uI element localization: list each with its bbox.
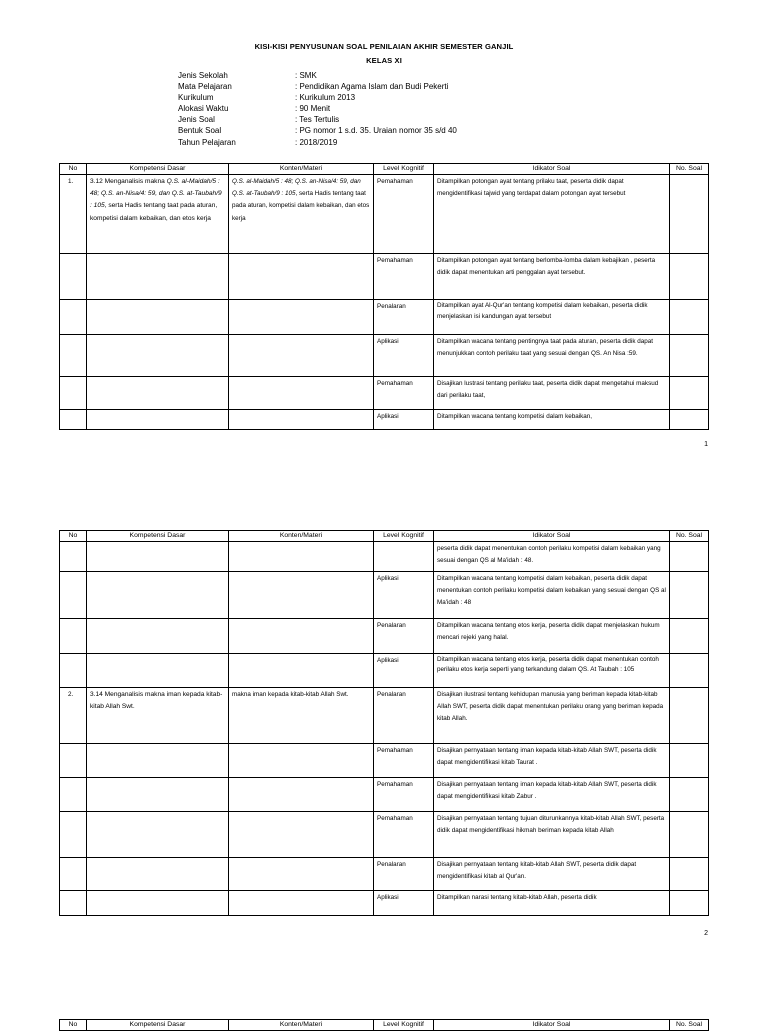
cell-indikator-soal: peserta didik dapat menentukan contoh perilaku kompetisi dalam kebaikan yang sesuai dengan QS al Ma'idah : 48.: [434, 542, 670, 572]
table-row: [60, 254, 709, 300]
cell-level-kognitif: Aplikasi: [374, 335, 434, 377]
cell-no: [60, 254, 87, 300]
cell-no: [60, 778, 87, 812]
cell-no: [60, 542, 87, 572]
cell-indikator-soal: Disajikan pernyataan tentang tujuan diturunkannya kitab-kitab Allah SWT, peserta didik dapat mengidentifikasi hikmah beriman kepada kitab Allah: [434, 812, 670, 858]
cell-no-soal: [670, 175, 709, 254]
page-1: [0, 0, 768, 470]
cell-no: [60, 335, 87, 377]
cell-konten-materi: [229, 335, 374, 377]
cell-no-soal: [670, 335, 709, 377]
cell-no: [60, 572, 87, 619]
cell-level-kognitif: Penalaran: [374, 688, 434, 744]
cell-level-kognitif: Aplikasi: [374, 410, 434, 430]
table-row: [60, 410, 709, 430]
cell-no-soal: [670, 744, 709, 778]
table-row: [60, 377, 709, 410]
cell-kompetensi-dasar: [87, 812, 229, 858]
cell-konten-materi: [229, 812, 374, 858]
cell-konten-materi: [229, 654, 374, 688]
table-row: [60, 335, 709, 377]
cell-kompetensi-dasar: [87, 542, 229, 572]
meta-label: Bentuk Soal: [178, 126, 222, 136]
cell-no: [60, 812, 87, 858]
cell-no-soal: [670, 688, 709, 744]
cell-no-soal: [670, 300, 709, 335]
cell-no-soal: [670, 572, 709, 619]
meta-value: : Tes Tertulis: [295, 115, 340, 125]
cell-no-soal: [670, 542, 709, 572]
page-number: 1: [704, 441, 708, 448]
cell-kompetensi-dasar: [87, 335, 229, 377]
document-title: KISI-KISI PENYUSUNAN SOAL PENILAIAN AKHIR SEMESTER GANJIL: [254, 42, 514, 51]
cell-kompetensi-dasar: [87, 619, 229, 654]
cell-konten-materi: [229, 175, 374, 254]
cell-indikator-soal: Disajikan ilustrasi tentang kehidupan manusia yang beriman kepada kitab-kitab Allah SWT, peserta didik dapat menentukan perilaku orang yang beriman kepada kitab Allah.: [434, 688, 670, 744]
cell-level-kognitif: Penalaran: [374, 858, 434, 891]
header-no: No: [60, 1020, 87, 1031]
table-row: [60, 619, 709, 654]
meta-row-bentuk-soal: [178, 125, 457, 136]
meta-label: Tahun Pelajaran: [178, 137, 236, 147]
cell-kompetensi-dasar: [87, 377, 229, 410]
kisi-kisi-table-page-3: [59, 1019, 709, 1031]
cell-kompetensi-dasar: [87, 744, 229, 778]
cell-indikator-soal: Ditampilkan wacana tentang etos kerja, peserta didik dapat menjelaskan hukum mencari rejeki yang halal.: [434, 619, 670, 654]
cell-no-soal: [670, 654, 709, 688]
cell-kompetensi-dasar: [87, 410, 229, 430]
meta-row-mata-pelajaran: [178, 81, 457, 92]
cell-no-soal: [670, 812, 709, 858]
cell-kompetensi-dasar: [87, 300, 229, 335]
meta-value: : 90 Menit: [295, 104, 331, 114]
cell-konten-materi: [229, 254, 374, 300]
cell-no: 2.: [60, 688, 87, 744]
cell-no: [60, 654, 87, 688]
table-row: [60, 812, 709, 858]
cell-level-kognitif: Pemahaman: [374, 778, 434, 812]
meta-value: : 2018/2019: [295, 137, 338, 147]
meta-label: Mata Pelajaran: [178, 82, 232, 92]
cell-level-kognitif: Pemahaman: [374, 254, 434, 300]
cell-kompetensi-dasar: [87, 654, 229, 688]
cell-indikator-soal: Ditampilkan potongan ayat tentang berlomba-lomba dalam kebajikan , peserta didik dapat menentukan arti penggalan ayat tersebut.: [434, 254, 670, 300]
meta-value: : PG nomor 1 s.d. 35. Uraian nomor 35 s/d 40: [295, 126, 457, 136]
meta-value: : Pendidikan Agama Islam dan Budi Pekerti: [295, 82, 449, 92]
cell-konten-materi: [229, 542, 374, 572]
kd-text-suffix: , serta Hadis tentang taat pada aturan, kompetisi dalam kebaikan, dan etos kerja: [90, 202, 218, 222]
cell-konten-materi: [229, 410, 374, 430]
cell-kompetensi-dasar: [87, 858, 229, 891]
meta-row-alokasi-waktu: [178, 103, 457, 114]
header-kompetensi-dasar: Kompetensi Dasar: [87, 164, 229, 175]
cell-indikator-soal: Ditampilkan ayat Al-Qur'an tentang kompetisi dalam kebaikan, peserta didik menjelaskan isi kandungan ayat tersebut: [434, 300, 670, 335]
cell-level-kognitif: Pemahaman: [374, 377, 434, 410]
header-konten-materi: Konten/Materi: [229, 1020, 374, 1031]
kisi-kisi-table-page-2: [59, 530, 709, 916]
meta-label: Alokasi Waktu: [178, 104, 229, 114]
cell-level-kognitif: Pemahaman: [374, 744, 434, 778]
cell-indikator-soal: Ditampilkan wacana tentang kompetisi dalam kebaikan,: [434, 410, 670, 430]
header-no: No: [60, 531, 87, 542]
cell-no: [60, 744, 87, 778]
table-row: [60, 572, 709, 619]
header-level-kognitif: Level Kognitif: [374, 1020, 434, 1031]
page-number: 2: [704, 930, 708, 937]
materi-text-suffix: , serta Hadis tentang taat pada aturan, kompetisi dalam kebaikan, dan etos kerja: [232, 190, 370, 222]
cell-no-soal: [670, 891, 709, 916]
cell-indikator-soal: Ditampilkan potongan ayat tentang prilaku taat, peserta didik dapat mengidentifikasi tajwid yang terdapat dalam potongan ayat tersebut: [434, 175, 670, 254]
cell-konten-materi: [229, 619, 374, 654]
header-kompetensi-dasar: Kompetensi Dasar: [87, 531, 229, 542]
header-kompetensi-dasar: Kompetensi Dasar: [87, 1020, 229, 1031]
materi-ayat-text: Q.S. al-Maidah/5 : 48; Q.S. an-Nisa/4: 59, dan Q.S. at-Taubah/9 : 105: [232, 178, 361, 198]
cell-kompetensi-dasar: [87, 891, 229, 916]
table-row: [60, 778, 709, 812]
cell-no: [60, 300, 87, 335]
cell-no: [60, 858, 87, 891]
cell-kompetensi-dasar: 3.14 Menganalisis makna iman kepada kitab-kitab Allah Swt.: [87, 688, 229, 744]
cell-indikator-soal: Ditampilkan narasi tentang kitab-kitab Allah, peserta didik: [434, 891, 670, 916]
header-no-soal: No. Soal: [670, 1020, 709, 1031]
cell-indikator-soal: Ditampilkan wacana tentang kompetisi dalam kebaikan, peserta didik dapat menentukan contoh perilaku kompetisi dalam kebaikan yang sesuai dengan QS al Ma'idah : 48: [434, 572, 670, 619]
cell-no-soal: [670, 858, 709, 891]
cell-konten-materi: [229, 891, 374, 916]
meta-label: Jenis Soal: [178, 115, 215, 125]
cell-level-kognitif: Aplikasi: [374, 654, 434, 688]
cell-indikator-soal: Ditampilkan wacana tentang pentingnya taat pada aturan, peserta didik dapat menunjukkan contoh perilaku taat yang sesuai dengan QS. An Nisa :59.: [434, 335, 670, 377]
page-2: [0, 470, 768, 970]
cell-indikator-soal: Disajikan pernyataan tentang kitab-kitab Allah SWT, peserta didik dapat mengidentifikasi kitab al Qur'an.: [434, 858, 670, 891]
cell-no: [60, 619, 87, 654]
cell-level-kognitif: Aplikasi: [374, 572, 434, 619]
cell-kompetensi-dasar: [87, 175, 229, 254]
cell-level-kognitif: Penalaran: [374, 300, 434, 335]
table-row: [60, 542, 709, 572]
cell-indikator-soal: Disajikan pernyataan tentang iman kepada kitab-kitab Allah SWT, peserta didik dapat mengidentifikasi kitab Taurat .: [434, 744, 670, 778]
meta-row-tahun-pelajaran: [178, 137, 457, 148]
header-no-soal: No. Soal: [670, 531, 709, 542]
cell-level-kognitif: [374, 542, 434, 572]
cell-konten-materi: [229, 572, 374, 619]
header-level-kognitif: Level Kognitif: [374, 164, 434, 175]
cell-konten-materi: [229, 300, 374, 335]
cell-no-soal: [670, 410, 709, 430]
table-row: [60, 300, 709, 335]
cell-konten-materi: makna iman kepada kitab-kitab Allah Swt.: [229, 688, 374, 744]
header-indikator-soal: Idikator Soal: [434, 531, 670, 542]
header-no-soal: No. Soal: [670, 164, 709, 175]
cell-indikator-soal: Ditampilkan wacana tentang etos kerja, peserta didik dapat menentukan contoh perilaku etos kerja seperti yang terkandung dalam QS. At Taubah : 105: [434, 654, 670, 688]
cell-no: [60, 377, 87, 410]
cell-no-soal: [670, 619, 709, 654]
cell-kompetensi-dasar: [87, 254, 229, 300]
kisi-kisi-table-page-1: [59, 163, 709, 430]
table-row: [60, 891, 709, 916]
kd-text: 3.12 Menganalisis makna: [90, 178, 167, 185]
document-meta: [178, 70, 457, 148]
table-header-row: [60, 531, 709, 542]
header-konten-materi: Konten/Materi: [229, 531, 374, 542]
meta-value: : SMK: [295, 71, 317, 80]
cell-konten-materi: [229, 744, 374, 778]
header-indikator-soal: Idikator Soal: [434, 1020, 670, 1031]
header-konten-materi: Konten/Materi: [229, 164, 374, 175]
table-header-row: [60, 164, 709, 175]
meta-label: Jenis Sekolah: [178, 71, 228, 80]
meta-row-jenis-sekolah: [178, 70, 457, 81]
kd-ayat-text: Q.S. al-Maidah/5 : 48; Q.S. an-Nisa/4: 59, dan Q.S. at-Taubah/9 : 105: [90, 178, 222, 210]
header-no: No: [60, 164, 87, 175]
document-subtitle: KELAS XI: [366, 56, 402, 65]
cell-indikator-soal: Disajikan lustrasi tentang perilaku taat, peserta didik dapat mengetahui maksud dari perilaku taat,: [434, 377, 670, 410]
cell-no-soal: [670, 254, 709, 300]
cell-konten-materi: [229, 858, 374, 891]
table-row: [60, 858, 709, 891]
cell-no-soal: [670, 778, 709, 812]
cell-no: 1.: [60, 175, 87, 254]
meta-label: Kurikulum: [178, 93, 214, 103]
cell-no-soal: [670, 377, 709, 410]
cell-no: [60, 410, 87, 430]
cell-kompetensi-dasar: [87, 778, 229, 812]
cell-indikator-soal: Disajikan pernyataan tentang iman kepada kitab-kitab Allah SWT, peserta didik dapat mengidentifikasi kitab Zabur .: [434, 778, 670, 812]
header-level-kognitif: Level Kognitif: [374, 531, 434, 542]
table-row: [60, 175, 709, 254]
cell-kompetensi-dasar: [87, 572, 229, 619]
page-3: [0, 970, 768, 1028]
cell-konten-materi: [229, 778, 374, 812]
table-row: [60, 654, 709, 688]
cell-level-kognitif: Pemahaman: [374, 812, 434, 858]
cell-level-kognitif: Penalaran: [374, 619, 434, 654]
table-row: [60, 688, 709, 744]
table-header-row: [60, 1020, 709, 1031]
cell-no: [60, 891, 87, 916]
meta-value: : Kurikulum 2013: [295, 93, 356, 103]
meta-row-jenis-soal: [178, 114, 457, 125]
meta-row-kurikulum: [178, 92, 457, 103]
cell-level-kognitif: Pemahaman: [374, 175, 434, 254]
table-row: [60, 744, 709, 778]
header-indikator-soal: Idikator Soal: [434, 164, 670, 175]
cell-konten-materi: [229, 377, 374, 410]
cell-level-kognitif: Aplikasi: [374, 891, 434, 916]
